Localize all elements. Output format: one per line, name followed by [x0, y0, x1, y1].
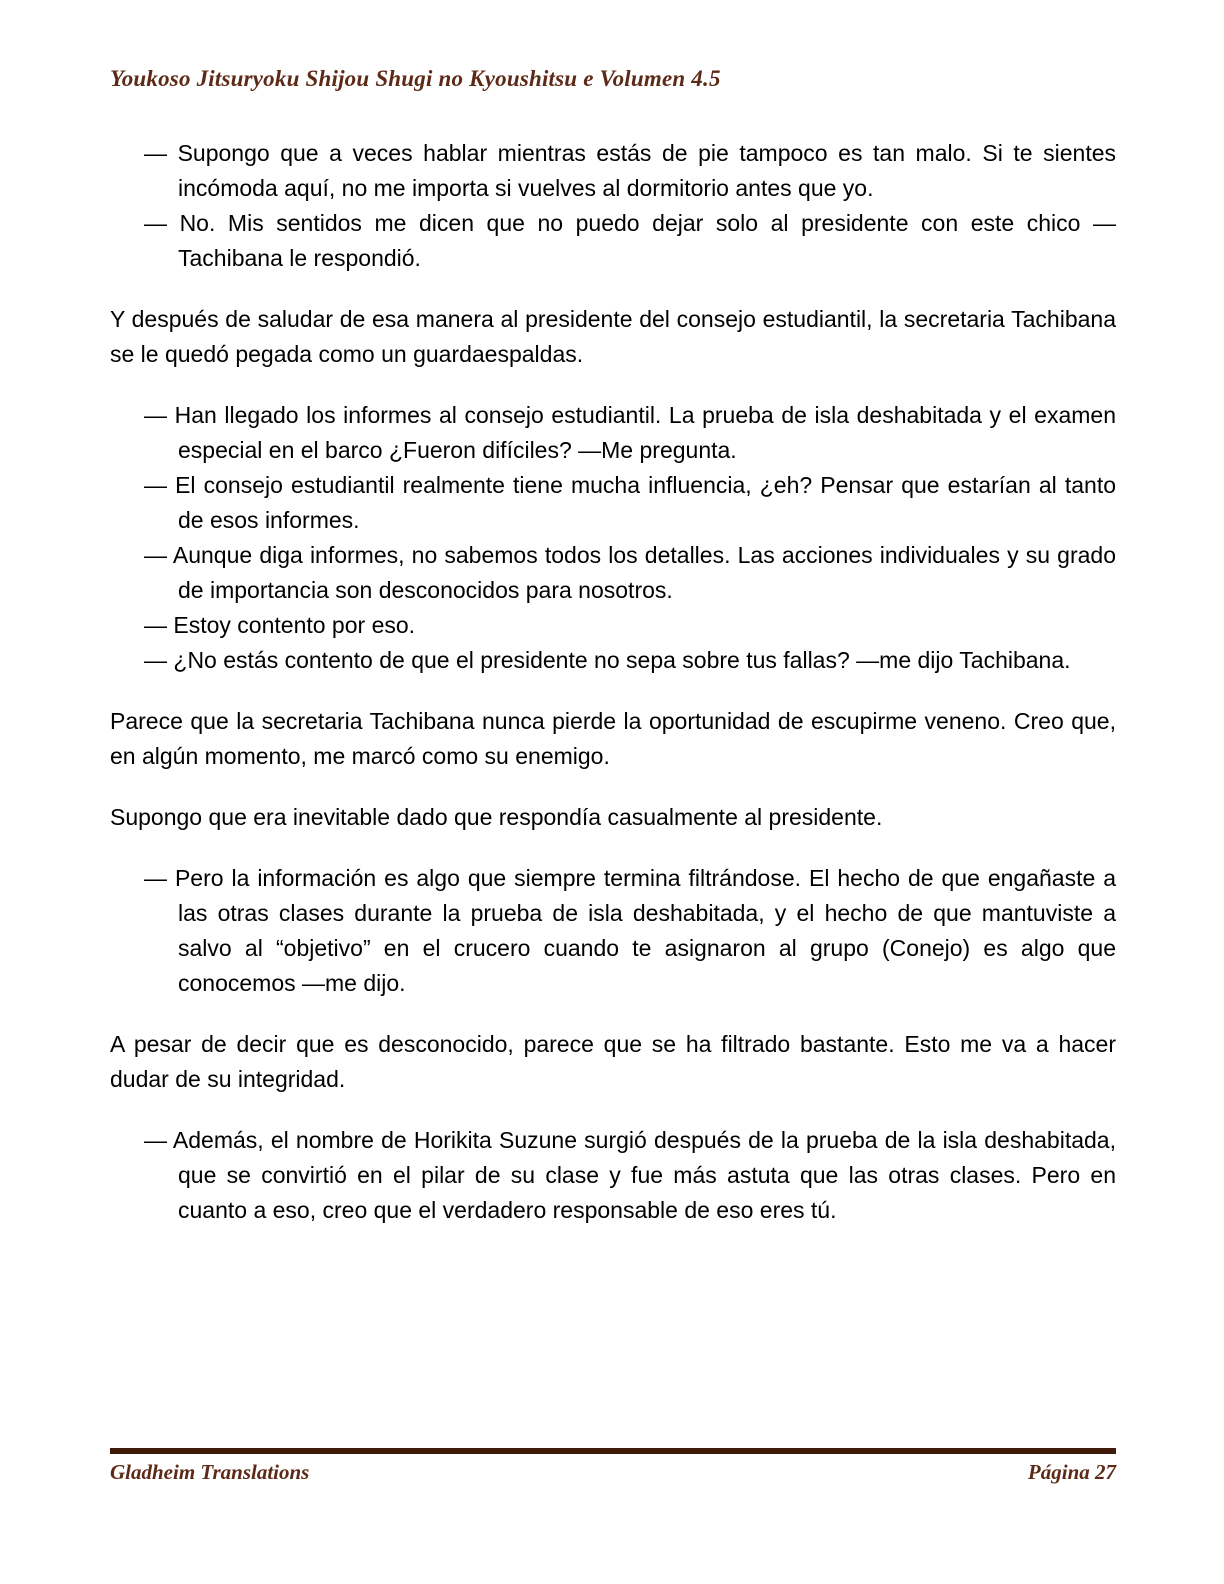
page-footer	[110, 1448, 1116, 1485]
dialogue-paragraph: — Han llegado los informes al consejo estudiantil. La prueba de isla deshabitada y el examen especial en el barco ¿Fueron difíciles? —Me pregunta.	[144, 402, 1116, 463]
dialogue-paragraph: — El consejo estudiantil realmente tiene mucha influencia, ¿eh? Pensar que estarían al tanto de esos informes.	[144, 472, 1116, 533]
dialogue-paragraph: — Supongo que a veces hablar mientras estás de pie tampoco es tan malo. Si te sientes incómoda aquí, no me importa si vuelves al dormitorio antes que yo.	[144, 140, 1116, 201]
footer-page-number: Página 27	[1027, 1460, 1116, 1484]
dialogue-paragraph: — ¿No estás contento de que el presidente no sepa sobre tus fallas? —me dijo Tachibana.	[144, 647, 1071, 673]
page-header-title: Youkoso Jitsuryoku Shijou Shugi no Kyoushitsu e Volumen 4.5	[110, 66, 721, 91]
body-paragraph: Y después de saludar de esa manera al presidente del consejo estudiantil, la secretaria Tachibana se le quedó pegada como un guardaespaldas.	[110, 306, 1116, 367]
footer-translator-credit: Gladheim Translations	[110, 1460, 310, 1484]
dialogue-paragraph: — No. Mis sentidos me dicen que no puedo dejar solo al presidente con este chico —Tachibana le respondió.	[144, 210, 1116, 271]
dialogue-paragraph: — Pero la información es algo que siempre termina filtrándose. El hecho de que engañaste a las otras clases durante la prueba de isla deshabitada, y el hecho de que mantuviste a salvo al “objetivo” en el crucero cuando te asignaron al grupo (Conejo) es algo que conocemos —me dijo.	[144, 865, 1116, 996]
footer-divider	[110, 1448, 1116, 1454]
dialogue-paragraph: — Estoy contento por eso.	[144, 612, 416, 638]
dialogue-paragraph: — Aunque diga informes, no sabemos todos los detalles. Las acciones individuales y su grado de importancia son desconocidos para nosotros.	[144, 542, 1116, 603]
body-paragraph: A pesar de decir que es desconocido, parece que se ha filtrado bastante. Esto me va a hacer dudar de su integridad.	[110, 1031, 1116, 1092]
document-body	[110, 136, 1116, 1228]
body-paragraph: Parece que la secretaria Tachibana nunca pierde la oportunidad de escupirme veneno. Creo que, en algún momento, me marcó como su enemigo.	[110, 708, 1116, 769]
body-paragraph: Supongo que era inevitable dado que respondía casualmente al presidente.	[110, 804, 883, 830]
dialogue-paragraph: — Además, el nombre de Horikita Suzune surgió después de la prueba de la isla deshabitada, que se convirtió en el pilar de su clase y fue más astuta que las otras clases. Pero en cuanto a eso, creo que el verdadero responsable de eso eres tú.	[144, 1127, 1116, 1223]
